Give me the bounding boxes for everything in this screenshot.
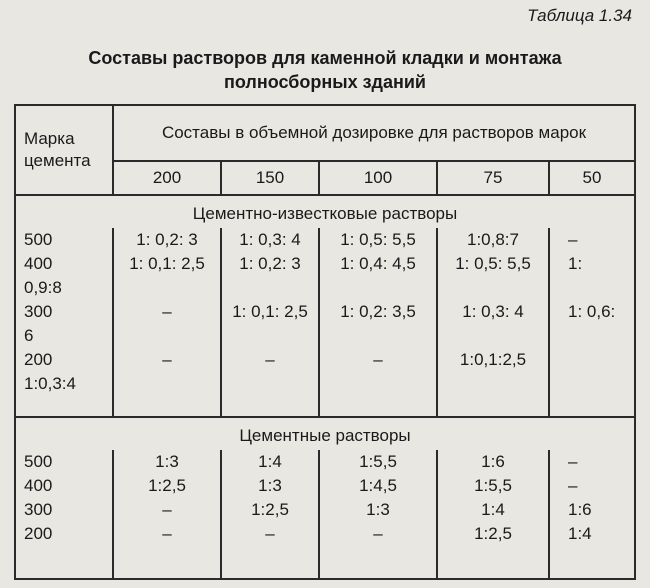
brand-value: 200 <box>24 524 53 543</box>
composition-value: 1:5,5 <box>359 452 397 471</box>
composition-value <box>438 372 548 396</box>
composition-value: 1: 0,4: 4,5 <box>340 254 416 273</box>
brand-value: 400 <box>24 254 53 273</box>
header-grade-100: 100 <box>319 161 437 195</box>
composition-value: 1: 0,2: 3 <box>136 230 198 249</box>
composition-value: – <box>162 302 172 321</box>
composition-value: – <box>162 500 172 519</box>
composition-value <box>320 324 436 348</box>
section1-grade-50-column <box>549 228 635 417</box>
composition-value <box>550 276 634 300</box>
brand-value: 300 <box>24 500 53 519</box>
section2-brand-column <box>15 450 113 579</box>
header-grade-150: 150 <box>221 161 319 195</box>
composition-value <box>222 276 318 300</box>
composition-value: 1:6 <box>568 500 592 519</box>
composition-value: 1:2,5 <box>251 500 289 519</box>
composition-value: 1: 0,6: <box>568 302 616 321</box>
composition-value <box>550 324 634 348</box>
composition-value <box>320 276 436 300</box>
section-title-cement-lime: Цементно-известковые растворы <box>15 195 635 228</box>
composition-value: 1:3 <box>258 476 282 495</box>
composition-value: 1:3 <box>155 452 179 471</box>
composition-value: 1: <box>568 254 583 273</box>
header-cement-brand <box>15 105 113 195</box>
composition-value: – <box>265 350 275 369</box>
section1-grade-100-column <box>319 228 437 417</box>
composition-value: 1:3 <box>366 500 390 519</box>
header-grade-50: 50 <box>549 161 635 195</box>
caption-line-1: Составы растворов для каменной кладки и монтажа <box>88 48 562 68</box>
composition-value: – <box>162 524 172 543</box>
composition-value: 1:4 <box>481 500 505 519</box>
composition-value: 1: 0,5: 5,5 <box>340 230 416 249</box>
composition-value: 1:6 <box>481 452 505 471</box>
composition-value <box>438 276 548 300</box>
section2-grade-150-column <box>221 450 319 579</box>
header-brand-line-1: Марка <box>24 129 75 148</box>
composition-value: – <box>162 350 172 369</box>
composition-value: 1: 0,3: 4 <box>239 230 301 249</box>
section1-grade-75-column <box>437 228 549 417</box>
composition-value: 1:2,5 <box>148 476 186 495</box>
composition-value <box>320 372 436 396</box>
composition-value: 1: 0,2: 3 <box>239 254 301 273</box>
header-brand-line-2: цемента <box>24 151 91 170</box>
brand-value: 0,9:8 <box>24 278 62 297</box>
composition-value: – <box>265 524 275 543</box>
composition-value: 1: 0,1: 2,5 <box>232 302 308 321</box>
header-grade-75: 75 <box>437 161 549 195</box>
table-number: Таблица 1.34 <box>527 6 632 25</box>
composition-value: 1: 0,5: 5,5 <box>455 254 531 273</box>
composition-value: 1:4,5 <box>359 476 397 495</box>
table-caption <box>0 46 650 94</box>
section2-grade-75-column <box>437 450 549 579</box>
mortar-composition-table <box>14 104 636 580</box>
composition-value: – <box>568 476 578 495</box>
section2-grade-50-column <box>549 450 635 579</box>
composition-value <box>114 372 220 396</box>
composition-value: 1: 0,3: 4 <box>462 302 524 321</box>
composition-value: – <box>568 452 578 471</box>
composition-value: 1: 0,2: 3,5 <box>340 302 416 321</box>
section2-grade-100-column <box>319 450 437 579</box>
composition-value: 1:0,8:7 <box>467 230 519 249</box>
composition-value: 1:4 <box>568 524 592 543</box>
composition-value: 1:0,1:2,5 <box>459 350 527 369</box>
section1-brand-column <box>15 228 113 417</box>
section1-grade-200-column <box>113 228 221 417</box>
caption-line-2: полносборных зданий <box>223 72 426 92</box>
composition-value: 1: 0,1: 2,5 <box>129 254 205 273</box>
composition-value <box>438 324 548 348</box>
header-composition-group: Составы в объемной дозировке для растворов марок <box>113 105 635 161</box>
section-title-cement: Цементные растворы <box>15 417 635 450</box>
composition-value <box>114 276 220 300</box>
brand-value: 6 <box>24 326 34 345</box>
composition-value <box>222 372 318 396</box>
section2-grade-200-column <box>113 450 221 579</box>
composition-value <box>550 348 634 372</box>
brand-value: 500 <box>24 452 53 471</box>
brand-value: 300 <box>24 302 53 321</box>
brand-value: 500 <box>24 230 53 249</box>
brand-value: 200 <box>24 350 53 369</box>
composition-value: – <box>373 524 383 543</box>
composition-value: 1:4 <box>258 452 282 471</box>
composition-value <box>550 372 634 396</box>
section1-grade-150-column <box>221 228 319 417</box>
brand-value: 1:0,3:4 <box>24 374 76 393</box>
brand-value: 400 <box>24 476 53 495</box>
composition-value: 1:2,5 <box>474 524 512 543</box>
composition-value: – <box>568 230 578 249</box>
composition-value <box>222 324 318 348</box>
composition-value <box>114 324 220 348</box>
header-grade-200: 200 <box>113 161 221 195</box>
composition-value: – <box>373 350 383 369</box>
composition-value: 1:5,5 <box>474 476 512 495</box>
